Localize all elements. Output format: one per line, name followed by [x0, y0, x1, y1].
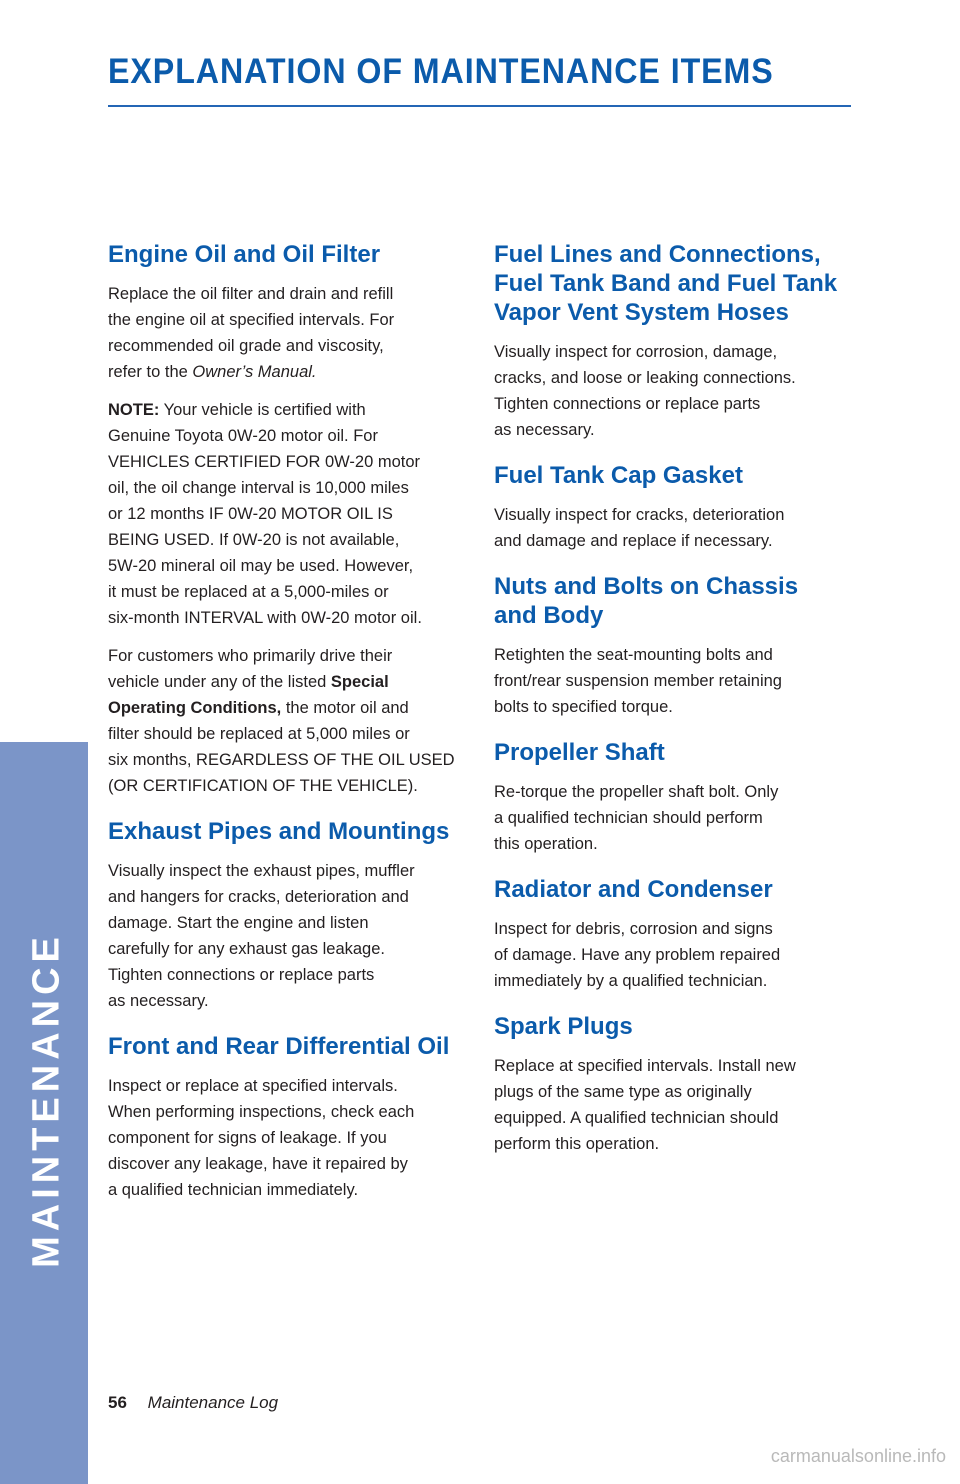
- text-line: component for signs of leakage. If you: [108, 1129, 387, 1147]
- text-line: six months, REGARDLESS OF THE OIL USED: [108, 751, 455, 769]
- section-heading: Radiator and Condenser: [494, 876, 773, 903]
- text-line: cracks, and loose or leaking connections.: [494, 369, 796, 387]
- section-heading: [494, 572, 836, 630]
- paragraph: [494, 916, 836, 994]
- text-line: and hangers for cracks, deterioration and: [108, 888, 409, 906]
- text-line: damage. Start the engine and listen: [108, 914, 369, 932]
- section-heading: Exhaust Pipes and Mountings: [108, 818, 450, 845]
- text-line: oil, the oil change interval is 10,000 miles: [108, 479, 409, 497]
- text-line: this operation.: [494, 835, 598, 853]
- text-line: perform this operation.: [494, 1135, 660, 1153]
- paragraph: [494, 642, 836, 720]
- text-line: 5W-20 mineral oil may be used. However,: [108, 557, 414, 575]
- text-line: or 12 months IF 0W-20 MOTOR OIL IS: [108, 505, 393, 523]
- note-label: NOTE:: [108, 401, 160, 419]
- text-line: Visually inspect for cracks, deterioration: [494, 506, 785, 524]
- section-fuel-lines: [494, 240, 836, 443]
- section-fuel-cap: [494, 461, 836, 554]
- text-run: the motor oil and: [281, 699, 409, 717]
- text-line: discover any leakage, have it repaired by: [108, 1155, 408, 1173]
- text-line: [108, 669, 466, 695]
- paragraph: [494, 1053, 836, 1157]
- text-line: Inspect or replace at specified intervals.: [108, 1077, 398, 1095]
- section-heading: Propeller Shaft: [494, 739, 665, 766]
- section-heading: Engine Oil and Oil Filter: [108, 241, 381, 268]
- text-line: front/rear suspension member retaining: [494, 672, 782, 690]
- section-heading: [494, 240, 836, 327]
- text-line: Replace the oil filter and drain and refill: [108, 285, 394, 303]
- text-line: [108, 397, 466, 423]
- section-heading: Front and Rear Differential Oil: [108, 1033, 450, 1060]
- owners-manual-reference: Owner’s Manual.: [192, 363, 317, 381]
- text-line: When performing inspections, check each: [108, 1103, 415, 1121]
- text-line: recommended oil grade and viscosity,: [108, 337, 384, 355]
- text-line: Retighten the seat-mounting bolts and: [494, 646, 773, 664]
- text-line: Visually inspect the exhaust pipes, muffler: [108, 862, 415, 880]
- page-footer: [108, 1393, 278, 1413]
- section-heading: Fuel Tank Cap Gasket: [494, 462, 743, 489]
- text-line: it must be replaced at a 5,000-miles or: [108, 583, 389, 601]
- heading-line: Fuel Lines and Connections,: [494, 241, 821, 268]
- section-radiator: [494, 875, 836, 994]
- text-line: [108, 359, 466, 385]
- footer-title: Maintenance Log: [147, 1393, 279, 1412]
- heading-line: Fuel Tank Band and Fuel Tank: [494, 270, 838, 297]
- section-heading: Spark Plugs: [494, 1013, 633, 1040]
- text-line: Tighten connections or replace parts: [494, 395, 761, 413]
- text-line: (OR CERTIFICATION OF THE VEHICLE).: [108, 777, 418, 795]
- paragraph: [108, 281, 466, 385]
- text-line: Inspect for debris, corrosion and signs: [494, 920, 773, 938]
- heading-line: and Body: [494, 602, 604, 629]
- section-exhaust: [108, 817, 466, 1014]
- text-line: and damage and replace if necessary.: [494, 532, 773, 550]
- paragraph: [494, 339, 836, 443]
- title-underline: [108, 105, 851, 107]
- bold-term: Operating Conditions,: [108, 699, 282, 717]
- text-run: Your vehicle is certified with: [159, 401, 366, 419]
- section-spark-plugs: [494, 1012, 836, 1157]
- paragraph: [108, 643, 466, 799]
- paragraph: [108, 858, 466, 1014]
- text-line: of damage. Have any problem repaired: [494, 946, 781, 964]
- heading-line: Vapor Vent System Hoses: [494, 299, 789, 326]
- text-line: Visually inspect for corrosion, damage,: [494, 343, 778, 361]
- text-line: [108, 695, 466, 721]
- text-run: vehicle under any of the listed: [108, 673, 331, 691]
- text-line: filter should be replaced at 5,000 miles or: [108, 725, 410, 743]
- text-line: For customers who primarily drive their: [108, 647, 393, 665]
- text-line: a qualified technician should perform: [494, 809, 763, 827]
- text-line: carefully for any exhaust gas leakage.: [108, 940, 385, 958]
- section-differential: [108, 1032, 466, 1203]
- text-line: as necessary.: [108, 992, 209, 1010]
- left-column: [108, 240, 466, 1215]
- right-column: [494, 240, 836, 1169]
- text-line: VEHICLES CERTIFIED FOR 0W-20 motor: [108, 453, 421, 471]
- text-line: a qualified technician immediately.: [108, 1181, 359, 1199]
- section-propeller: [494, 738, 836, 857]
- text-line: as necessary.: [494, 421, 595, 439]
- heading-line: Nuts and Bolts on Chassis: [494, 573, 799, 600]
- page-number: 56: [108, 1393, 127, 1412]
- text-line: the engine oil at specified intervals. For: [108, 311, 395, 329]
- side-tab-label: MAINTENANCE: [25, 932, 68, 1268]
- text-line: Tighten connections or replace parts: [108, 966, 375, 984]
- paragraph: [108, 1073, 466, 1203]
- bold-term: Special: [330, 673, 389, 691]
- text-line: immediately by a qualified technician.: [494, 972, 768, 990]
- text-line: six-month INTERVAL with 0W-20 motor oil.: [108, 609, 422, 627]
- paragraph: [494, 779, 836, 857]
- section-engine-oil: [108, 240, 466, 799]
- watermark: carmanualsonline.info: [770, 1446, 946, 1466]
- text-line: BEING USED. If 0W-20 is not available,: [108, 531, 400, 549]
- text-line: plugs of the same type as originally: [494, 1083, 752, 1101]
- text-run: refer to the: [108, 363, 193, 381]
- text-line: equipped. A qualified technician should: [494, 1109, 779, 1127]
- text-line: bolts to specified torque.: [494, 698, 673, 716]
- page-title: EXPLANATION OF MAINTENANCE ITEMS: [108, 52, 774, 91]
- text-line: Genuine Toyota 0W-20 motor oil. For: [108, 427, 378, 445]
- section-nuts-bolts: [494, 572, 836, 720]
- text-line: Re-torque the propeller shaft bolt. Only: [494, 783, 779, 801]
- note-paragraph: [108, 397, 466, 631]
- paragraph: [494, 502, 836, 554]
- text-line: Replace at specified intervals. Install new: [494, 1057, 796, 1075]
